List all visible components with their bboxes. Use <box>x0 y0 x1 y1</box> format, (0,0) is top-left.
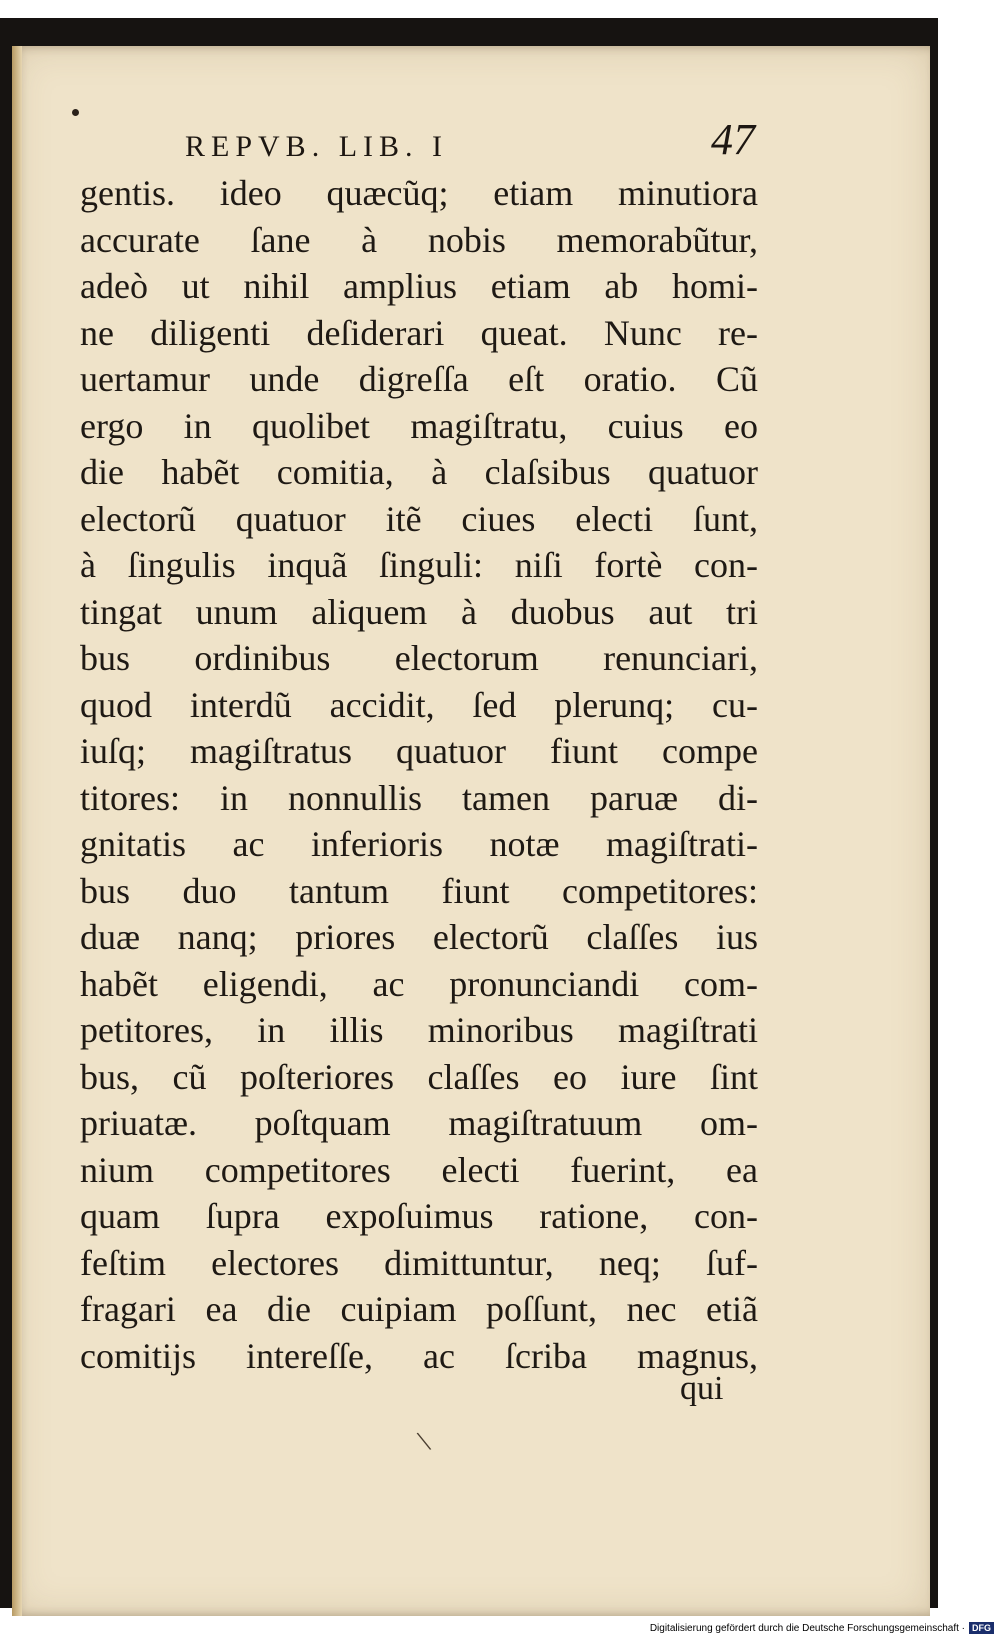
text-line: ne diligenti deſiderari queat. Nunc re- <box>80 312 758 353</box>
text-line: die habẽt comitia, à claſsibus quatuor <box>80 452 758 492</box>
body-text <box>80 170 758 1379</box>
credit-text: Digitalisierung gefördert durch die Deutsche Forschungsgemeinschaft · <box>649 1622 965 1634</box>
text-line: à ſingulis inquã ſinguli: niſi fortè con- <box>80 545 758 585</box>
text-line: feſtim electores dimittuntur, neq; ſuf- <box>80 1242 758 1283</box>
text-line: uertamur unde digreſſa eſt oratio. Cũ <box>80 359 758 399</box>
running-head <box>185 100 765 164</box>
text-line: gnitatis ac inferioris notæ magiſtrati- <box>80 824 758 864</box>
text-line: electorũ quatuor itẽ ciues electi ſunt, <box>80 498 758 539</box>
text-line: iuſq; magiſtratus quatuor fiunt compe <box>80 731 758 771</box>
text-line: petitores, in illis minoribus magiſtrati <box>80 1010 758 1050</box>
stray-ink-mark: \ <box>414 1424 434 1459</box>
text-line: bus, cũ poſteriores claſſes eo iure ſint <box>80 1056 758 1097</box>
digitization-credit <box>650 1622 994 1634</box>
running-head-title: REPVB. LIB. I <box>185 130 449 163</box>
text-line: tingat unum aliquem à duobus aut tri <box>80 591 758 632</box>
text-line: bus duo tantum fiunt competitores: <box>80 870 758 911</box>
text-line: accurate ſane à nobis memorabũtur, <box>80 219 758 260</box>
text-line: fragari ea die cuipiam poſſunt, nec etiã <box>80 1289 758 1329</box>
text-line: duæ nanq; priores electorũ claſſes ius <box>80 917 758 957</box>
text-line: quam ſupra expoſuimus ratione, con- <box>80 1196 758 1236</box>
text-line: priuatæ. poſtquam magiſtratuum om- <box>80 1103 758 1143</box>
text-line: habẽt eligendi, ac pronunciandi com- <box>80 963 758 1004</box>
page-gutter-edge <box>12 46 22 1616</box>
text-line: comitijs intereſſe, ac ſcriba magnus, <box>80 1335 758 1376</box>
text-line: bus ordinibus electorum renunciari, <box>80 638 758 678</box>
catchword: qui <box>680 1370 724 1407</box>
dfg-logo: DFG <box>969 1622 994 1634</box>
text-line: nium competitores electi fuerint, ea <box>80 1149 758 1190</box>
text-line: adeò ut nihil amplius etiam ab homi- <box>80 266 758 306</box>
page-number: 47 <box>711 115 755 164</box>
text-line: ergo in quolibet magiſtratu, cuius eo <box>80 405 758 446</box>
text-line: titores: in nonnullis tamen paruæ di- <box>80 777 758 818</box>
text-line: gentis. ideo quæcũq; etiam minutiora <box>80 173 758 213</box>
text-line: quod interdũ accidit, ſed plerunq; cu- <box>80 684 758 725</box>
ink-fleck <box>72 109 79 116</box>
